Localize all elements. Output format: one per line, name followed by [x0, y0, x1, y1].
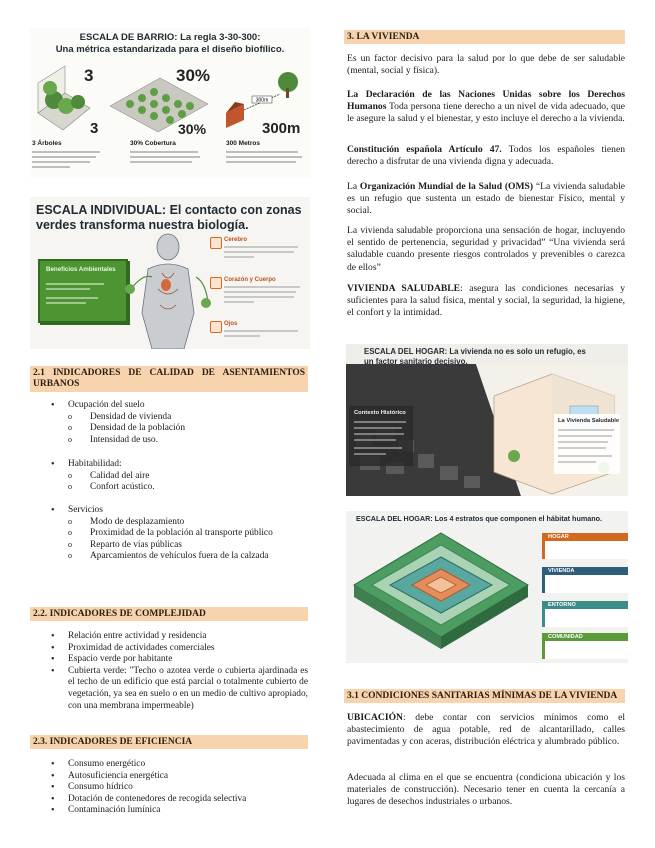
- strata-band-entorno: [542, 601, 628, 627]
- list-item: o Proximidad de la población al transporte público: [90, 528, 308, 540]
- hogar-strata-illustration: [346, 525, 536, 663]
- caption-eyes-title: Ojos: [224, 321, 238, 327]
- section-2-3-list: [68, 759, 308, 817]
- list-item: o Reparto de vías públicas: [90, 540, 308, 552]
- barrio-sign-300m: 300m: [255, 97, 269, 104]
- hogar1-right-label: La Vivienda Saludable: [558, 418, 620, 424]
- strata-band-entorno-label: ENTORNO: [545, 601, 628, 609]
- list-item: • Habitabilidad: o Calidad del aire o Confort acústico.: [68, 459, 308, 494]
- caption-heart-lines: [224, 285, 306, 309]
- hogar-infographic-1: [346, 344, 628, 496]
- individual-title: ESCALA INDIVIDUAL: El contacto con zonas: [36, 203, 302, 217]
- barrio-infographic: [30, 28, 310, 178]
- strata-band-vivienda-label: VIVIENDA: [545, 567, 628, 575]
- barrio-number-3-bottom: 3: [90, 120, 99, 137]
- eye-icon: [210, 321, 222, 333]
- paragraph-clima: Adecuada al clima en el que se encuentra (condiciona ubicación y los materiales de construcción). Necesario tener en cuenta la cercanía a lugares de desechos industriales o urbanos.: [347, 772, 625, 808]
- paragraph-constitution: Constitución española Artículo 47. Todos los españoles tienen derecho a disfrutar de una vivienda digna y adecuada.: [347, 144, 625, 168]
- oms-name: Organización Mundial de la Salud (OMS): [359, 181, 534, 192]
- section-2-1-list-2: [68, 459, 308, 494]
- hogar1-title: ESCALA DEL HOGAR: La vivienda no es solo un refugio, es: [364, 347, 586, 356]
- benefits-panel: [38, 259, 128, 323]
- ubicacion-term: UBICACIÓN: [347, 712, 403, 723]
- list-item: o Aparcamientos de vehículos fuera de la calzada: [90, 551, 308, 563]
- section-2-1-list-3: [68, 505, 308, 563]
- barrio-col3-title: 300 Metros: [226, 140, 260, 147]
- hogar1-subtitle: un factor sanitario decisivo.: [364, 357, 468, 366]
- list-item: • Consumo hídrico: [68, 782, 308, 794]
- strata-band-hogar-label: HOGAR: [545, 533, 628, 541]
- caption-brain-lines: [224, 245, 306, 263]
- barrio-fine-print: [30, 149, 310, 173]
- section-2-2-heading: 2.2. INDICADORES DE COMPLEJIDAD: [30, 607, 308, 621]
- paragraph-un: La Declaración de las Naciones Unidas sobre los Derechos Humanos Toda persona tiene derecho a un nivel de vida adecuado, que le asegure la salud y el bienestar, y esto incluye el derecho a la vivienda.: [347, 89, 625, 125]
- strata-band-hogar: [542, 533, 628, 559]
- barrio-number-300m: 300m: [262, 120, 301, 137]
- hogar1-left-label: Contexto Histórico: [354, 410, 406, 416]
- heart-icon: [210, 277, 222, 289]
- barrio-col1-title: 3 Árboles: [32, 140, 62, 147]
- human-body-illustration: [122, 233, 212, 349]
- benefits-panel-title: Beneficios Ambientales: [46, 266, 116, 273]
- barrio-number-30-top: 30%: [176, 66, 211, 85]
- section-2-3-heading: 2.3. INDICADORES DE EFICIENCIA: [30, 735, 308, 749]
- list-item: • Autosuficiencia energética: [68, 771, 308, 783]
- list-item: • Cubierta verde: "Techo o azotea verde o cubierta ajardinada es el techo de un edificio que está parcial o totalmente cubierto de vegetación, ya sea en suelo o en un medio de cultivo apropiado, con una membrana impermeable): [68, 666, 308, 712]
- list-item: • Dotación de contenedores de recogida selectiva: [68, 794, 308, 806]
- paragraph-vivienda-saludable: VIVIENDA SALUDABLE: asegura las condiciones necesarias y suficientes para la salud física, mental y social, la seguridad, la higiene, el confort y la intimidad.: [347, 283, 625, 319]
- section-2-1-list: [68, 400, 308, 446]
- strata-band-comunidad-label: COMUNIDAD: [545, 633, 628, 641]
- list-item: • Relación entre actividad y residencia: [68, 631, 308, 643]
- hogar-infographic-2: [346, 511, 628, 663]
- barrio-subtitle: Una métrica estandarizada para el diseño biofílico.: [55, 44, 285, 55]
- section-2-1-heading: 2.1 INDICADORES DE CALIDAD DE ASENTAMIENTOS URBANOS: [30, 366, 308, 392]
- section-2-2-list: [68, 631, 308, 712]
- hogar2-title: ESCALA DEL HOGAR: Los 4 estratos que componen el hábitat humano.: [356, 514, 602, 523]
- section-3-1-heading: 3.1 CONDICIONES SANITARIAS MÍNIMAS DE LA VIVIENDA: [344, 689, 625, 703]
- strata-band-vivienda: [542, 567, 628, 593]
- vivienda-saludable-term: VIVIENDA SALUDABLE: [347, 283, 461, 294]
- list-item: • Contaminación lumínica: [68, 805, 308, 817]
- benefits-panel-text-lines: [46, 281, 116, 311]
- paragraph-healthy-home: La vivienda saludable proporciona una sensación de hogar, incluyendo el sentido de pertenencia, seguridad y privacidad” “Una vivienda será saludable cuando presente riesgos controlados y prevenibles o carezca de ellos”: [347, 225, 625, 273]
- list-item: • Espacio verde por habitante: [68, 654, 308, 666]
- barrio-col2-title: 30% Cobertura: [130, 140, 176, 147]
- list-item: o Densidad de vivienda: [90, 412, 308, 424]
- caption-heart-title: Corazón y Cuerpo: [224, 277, 276, 283]
- list-item: o Modo de desplazamiento: [90, 517, 308, 529]
- list-item: • Servicios o Modo de desplazamiento o Proximidad de la población al transporte público o Reparto de vías públicas o Aparcamientos de vehículos fuera de la calzada: [68, 505, 308, 563]
- list-item: • Proximidad de actividades comerciales: [68, 643, 308, 655]
- paragraph-oms: La Organización Mundial de la Salud (OMS) “La vivienda saludable es un refugio que sustenta un estado de bienestar Físico, mental y social.: [347, 181, 625, 217]
- section-3-heading: 3. LA VIVIENDA: [344, 30, 625, 44]
- list-item: o Intensidad de uso.: [90, 435, 308, 447]
- barrio-title: ESCALA DE BARRIO: La regla 3-30-300:: [79, 32, 261, 43]
- strata-band-comunidad: [542, 633, 628, 659]
- list-item: • Consumo energético: [68, 759, 308, 771]
- individual-infographic: [30, 197, 310, 349]
- caption-brain-title: Cerebro: [224, 237, 248, 243]
- caption-eyes-lines: [224, 329, 306, 343]
- individual-subtitle: verdes transforma nuestra biología.: [36, 218, 249, 232]
- constitution-article: Constitución española Artículo 47.: [347, 144, 502, 155]
- list-item: o Calidad del aire: [90, 471, 308, 483]
- paragraph-intro: Es un factor decisivo para la salud por lo que debe de ser saludable (mental, social y física).: [347, 53, 625, 77]
- barrio-number-3-top: 3: [84, 66, 94, 85]
- un-declaration: La Declaración de las Naciones Unidas sobre los Derechos Humanos: [347, 89, 625, 113]
- paragraph-ubicacion: UBICACIÓN: debe contar con servicios mínimos como el abastecimiento de agua potable, red de alcantarillado, calles pavimentadas y con aceras, distribución eléctrica y alumbrado público.: [347, 712, 625, 748]
- list-item: o Densidad de la población: [90, 423, 308, 435]
- list-item: o Confort acústico.: [90, 482, 308, 494]
- barrio-number-30-bottom: 30%: [178, 121, 207, 137]
- brain-icon: [210, 237, 222, 249]
- list-item: • Ocupación del suelo o Densidad de vivienda o Densidad de la población o Intensidad de uso.: [68, 400, 308, 446]
